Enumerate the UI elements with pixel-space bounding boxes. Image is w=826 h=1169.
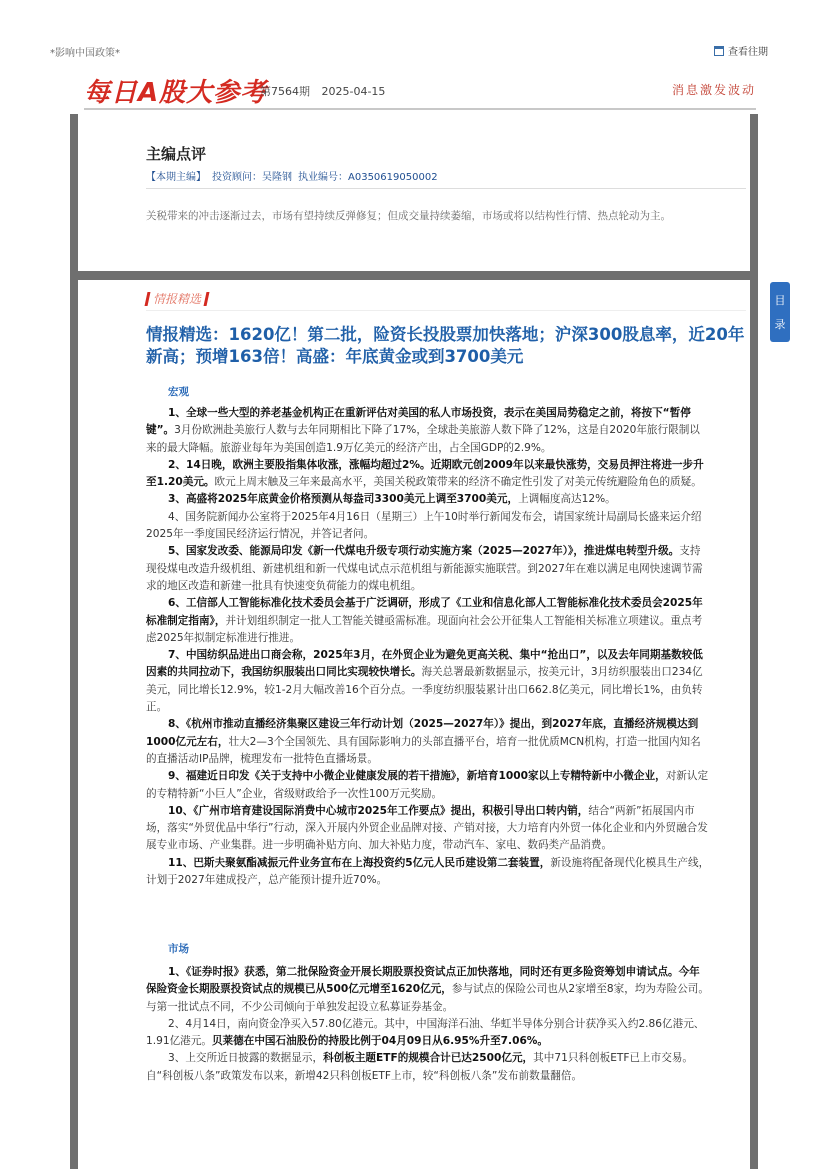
list-item: 10、《广州市培育建设国际消费中心城市2025年工作要点》提出，积极引导出口转内销，结合“两新”拓展国内市场，落实“外贸优品中华行”行动，深入开展内外贸企业品牌对接、产销对接，大力培育内外贸一体化企业和内外贸融合发展专业市场、产业集群。进一步明确补贴方向、加大补贴力度，带动汽车、家电、数码类产品消费。 <box>146 804 708 852</box>
view-past-label: 查看往期 <box>728 47 768 58</box>
top-note: *影响中国政策* <box>50 48 120 59</box>
macro-list <box>146 405 710 889</box>
editor-license: 执业编号：A0350619050002 <box>298 172 438 183</box>
issue-info <box>260 83 393 99</box>
list-item: 9、福建近日印发《关于支持中小微企业健康发展的若干措施》，新培育1000家以上专精特新中小微企业，对新认定的专精特新“小巨人”企业，省级财政给予一次性100万元奖励。 <box>146 770 709 800</box>
brand-logo: 每日A股大参考 <box>84 78 268 108</box>
toc-label-1: 目 <box>774 294 786 307</box>
masthead-divider <box>84 108 756 110</box>
intel-divider <box>146 310 746 311</box>
list-item: 2、14日晚，欧洲主要股指集体收涨，涨幅均超过2%。近期欧元创2009年以来最快涨势，交易员押注将进一步升至1.20美元。欧元上周末触及三年来最高水平，美国关税政策带来的经济不确定性引发了对美元传统避险角色的质疑。 <box>146 458 704 489</box>
list-item: 5、国家发改委、能源局印发《新一代煤电升级专项行动实施方案（2025—2027年）》，推进煤电转型升级。支持现役煤电改造升级机组、新建机组和新一代煤电试点示范机组与新能源实施联营。到2027年在难以满足电网快速调节需求的地区改造和新建一批具有快速变负荷能力的煤电机组。 <box>146 545 703 592</box>
list-item: 3、上交所近日披露的数据显示，科创板主题ETF的规模合计已达2500亿元，其中71只科创板ETF已上市交易。自“科创板八条”政策发布以来，新增42只科创板ETF上市，较“科创板八条”发布前数量翻倍。 <box>146 1052 694 1082</box>
editor-divider <box>146 188 746 189</box>
list-item: 3、高盛将2025年底黄金价格预测从每盎司3300美元上调至3700美元，上调幅度高达12%。 <box>168 493 616 506</box>
list-item: 1、全球一些大型的养老基金机构正在重新评估对美国的私人市场投资，表示在美国局势稳定之前，将按下“暂停键”。3月份欧洲赴美旅行人数与去年同期相比下降了17%，全球赴美旅游人数下降了12%，这是自2020年旅行限制以来的最大降幅。旅游业每年为美国创造1.9万亿美元的经济产出，占全国GDP的2.9%。 <box>146 407 700 454</box>
masthead <box>84 72 756 108</box>
issue-date: 2025-04-15 <box>321 85 386 98</box>
editor-meta-tag: 【本期主编】 <box>146 172 206 183</box>
calendar-icon <box>714 46 724 56</box>
intel-headline: 情报精选：1620亿！第二批，险资长投股票加快落地；沪深300股息率，近20年新高；预增163倍！高盛：年底黄金或到3700美元 <box>146 325 745 366</box>
editor-comment: 关税带来的冲击逐渐过去，市场有望持续反弹修复；但成交量持续萎缩，市场或将以结构性行情、热点轮动为主。 <box>146 210 671 222</box>
market-list <box>146 964 710 1085</box>
list-item: 1、《证券时报》获悉，第二批保险资金开展长期股票投资试点正加快落地，同时还有更多险资筹划申请试点。今年保险资金长期股票投资试点的规模已从500亿元增至1620亿元，参与试点的保险公司也从2家增至8家，均为寿险公司。与第一批试点不同，不少公司倾向于单独发起设立私募证券基金。 <box>146 966 709 1013</box>
editor-advisor: 投资顾问：吴隆钢 <box>212 172 292 183</box>
section-label-market: 市场 <box>168 943 189 955</box>
intel-tag-label: 情报精选 <box>153 292 202 306</box>
list-item: 11、巴斯夫聚氨酯减振元件业务宣布在上海投资约5亿元人民币建设第二套装置，新设施将配备现代化模具生产线，计划于2027年建成投产，总产能预计提升近70%。 <box>146 856 710 887</box>
editor-meta <box>146 168 444 183</box>
intel-tag <box>146 290 208 307</box>
list-item: 6、工信部人工智能标准化技术委员会基于广泛调研，形成了《工业和信息化部人工智能标准化技术委员会2025年标准制定指南》，并计划组织制定一批人工智能关键亟需标准。现面向社会公开征集人工智能相关标准立项建议。重点考虑2025年拟制定标准进行推进。 <box>146 597 703 644</box>
slogan: 消息激发波动 <box>671 83 756 97</box>
toc-tab[interactable] <box>770 282 790 342</box>
editor-panel <box>78 114 750 271</box>
list-item: 4、国务院新闻办公室将于2025年4月16日（星期三）上午10时举行新闻发布会，请国家统计局副局长盛来运介绍2025年一季度国民经济运行情况，并答记者问。 <box>146 510 702 541</box>
list-item: 2、4月14日，南向资金净买入57.80亿港元。其中，中国海洋石油、华虹半导体分别合计获净买入约2.86亿港元、1.91亿港元。贝莱德在中国石油股份的持股比例于04月09日从6.95%升至7.06%。 <box>146 1017 705 1048</box>
list-item: 8、《杭州市推动直播经济集聚区建设三年行动计划（2025—2027年）》提出，到2027年底，直播经济规模达到1000亿元左右，壮大2—3个全国领先、具有国际影响力的头部直播平台，培育一批优质MCN机构，打造一批国内知名的直播活动IP品牌，梳理发布一批特色直播场景。 <box>146 718 701 765</box>
issue-number: 第7564期 <box>260 85 310 98</box>
toc-label-2: 录 <box>774 318 786 331</box>
tag-bar-icon <box>145 292 151 306</box>
section-label-macro: 宏观 <box>168 386 189 398</box>
view-past-link[interactable] <box>714 43 768 58</box>
editor-title: 主编点评 <box>146 145 207 163</box>
list-item: 7、中国纺织品进出口商会称，2025年3月，在外贸企业为避免更高关税、集中“抢出口”，以及去年同期基数较低因素的共同拉动下，我国纺织服装出口同比实现较快增长。海关总署最新数据显示，按美元计，3月纺织服装出口234亿美元，同比增长12.9%，较1-2月大幅改善16个百分点。一季度纺织服装累计出口662.8亿美元，同比增长1%，由负转正。 <box>146 649 703 714</box>
